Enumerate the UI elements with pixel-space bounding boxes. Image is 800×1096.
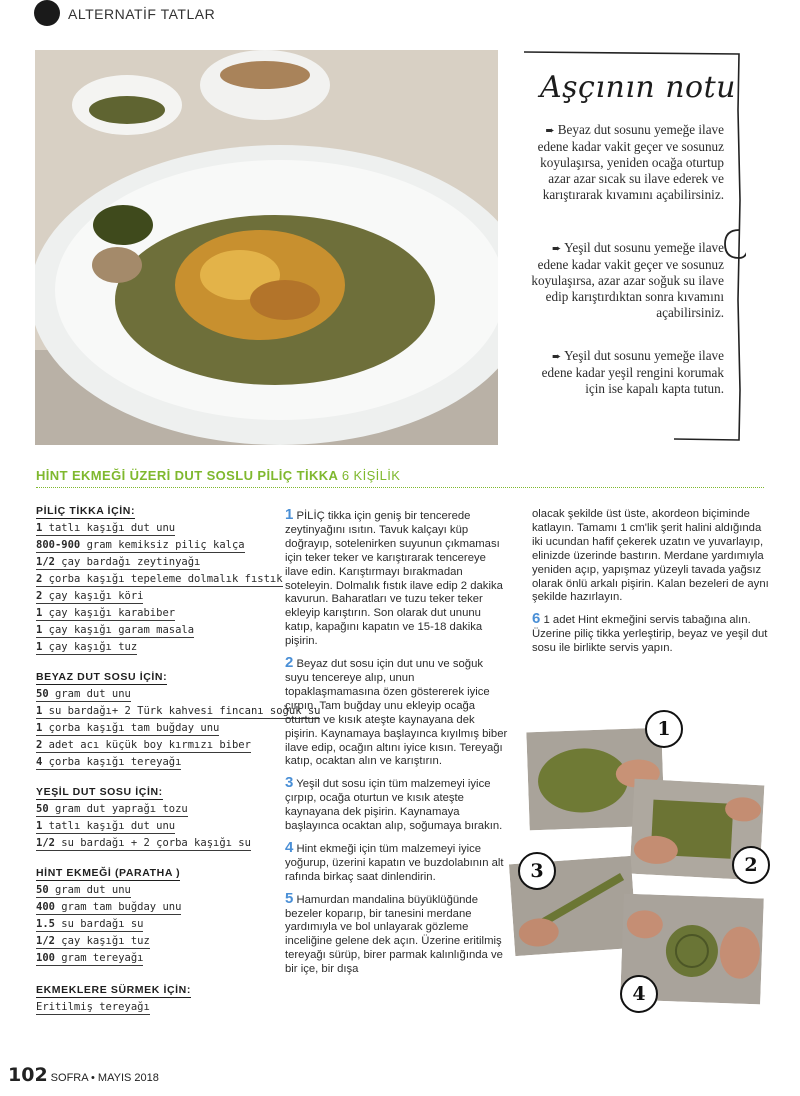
step-badge: 3 — [518, 852, 556, 890]
ingredient-line: 1 çay kaşığı garam masala — [36, 624, 195, 636]
chef-note-title: Aşçının notu — [540, 70, 736, 105]
step-paragraph: olacak şekilde üst üste, akordeon biçiminde katlayın. Tamamı 1 cm'lik şerit halini aldığında iki ucundan hafif çekerek uzatın ve yuvarlayıp, elinizde üzerinde bastırın. Merdane yardımıyla yeniden açıp, yapışmaz yüzeyli tavada yağsız olarak önlü arkalı pişirin. Kalan bezeleri de aynı şekilde hazırlayın. — [532, 508, 769, 604]
section-marker-dot — [34, 0, 60, 26]
chef-note-paragraph: ➨ Yeşil dut sosunu yemeğe ilave edene kadar vakit geçer ve sosunuz koyulaşırsa, azar azar soğuk su ilave edip karıştırdıktan sonra kıvamını açabilirsiniz. — [531, 240, 724, 320]
step-badge: 1 — [645, 710, 683, 748]
ingredient-line: 1 çorba kaşığı tam buğday unu — [36, 722, 220, 734]
ingredient-line: 1 çay kaşığı tuz — [36, 641, 138, 653]
ingredient-line: 1 tatlı kaşığı dut unu — [36, 820, 176, 832]
ingredient-heading: HİNT EKMEĞİ (PARATHA ) — [36, 867, 181, 879]
ingredient-line: 1/2 çay kaşığı tuz — [36, 935, 150, 947]
step-paragraph: 6 1 adet Hint ekmeğini servis tabağına alın. Üzerine piliç tikka yerleştirip, beyaz ve yeşil dut sosu ile birlikte servis yapın. — [532, 610, 768, 655]
ingredient-heading: EKMEKLERE SÜRMEK İÇİN: — [36, 984, 191, 996]
step-paragraph: 2 Beyaz dut sosu için dut unu ve soğuk suyu tencereye alıp, unun topaklaşmamasına özen göstererek iyice çırpın. Tam buğday unu ekleyip ocağa oturtun ve kısık ateşte kaynayana dek pişirin. Kaynamaya başlayınca kıyılmış biber ilave edip, ocağın altını iyice kısın. Tereyağı katıp, ocaktan alın ve karıştırın. — [285, 654, 508, 768]
ingredient-line: 1 su bardağı+ 2 Türk kahvesi fincanı soğuk su — [36, 705, 321, 717]
step-badge: 2 — [732, 846, 770, 884]
ingredient-line: 50 gram dut unu — [36, 884, 131, 896]
step-number: 5 — [285, 889, 294, 907]
ingredient-line: 1.5 su bardağı su — [36, 918, 144, 930]
ingredient-line: Eritilmiş tereyağı — [36, 1001, 150, 1013]
steps-column-left — [285, 508, 509, 984]
recipe-servings: 6 KİŞİLİK — [341, 468, 401, 483]
ingredient-line: 50 gram dut yaprağı tozu — [36, 803, 188, 815]
ingredient-line: 100 gram tereyağı — [36, 952, 144, 964]
step-number: 4 — [285, 838, 294, 856]
step-paragraph: 3 Yeşil dut sosu için tüm malzemeyi iyice çırpıp, ocağa oturtun ve kısık ateşte kaynayana dek pişirin. Kaynamaya başlayınca ocaktan alıp, soğumaya bırakın. — [285, 774, 503, 833]
ingredient-line: 2 adet acı küçük boy kırmızı biber — [36, 739, 251, 751]
ingredient-line: 1 çay kaşığı karabiber — [36, 607, 176, 619]
page-number: 102 — [8, 1064, 48, 1086]
step-number: 2 — [285, 654, 294, 672]
title-divider — [36, 487, 764, 488]
ingredient-line: 4 çorba kaşığı tereyağı — [36, 756, 182, 768]
step-badge: 4 — [620, 975, 658, 1013]
ingredient-line: 800-900 gram kemiksiz piliç kalça — [36, 539, 245, 551]
ingredient-line: 400 gram tam buğday unu — [36, 901, 182, 913]
steps-column-right — [532, 508, 772, 663]
dish-photo — [35, 50, 498, 445]
recipe-title — [36, 468, 400, 483]
step-paragraph: 4 Hint ekmeği için tüm malzemeyi iyice yoğurup, üzerini kapatın ve buzdolabının alt rafında birkaç saat dinlendirin. — [285, 838, 504, 883]
ingredient-line: 1 tatlı kaşığı dut unu — [36, 522, 176, 534]
ingredient-line: 1/2 çay bardağı zeytinyağı — [36, 556, 201, 568]
arrow-icon: ➨ — [551, 350, 562, 363]
ingredient-line: 2 çay kaşığı köri — [36, 590, 144, 602]
step-number: 1 — [285, 506, 294, 523]
arrow-icon: ➨ — [551, 242, 562, 255]
step-number: 3 — [285, 774, 294, 792]
arrow-icon: ➨ — [545, 124, 555, 137]
recipe-name: HİNT EKMEĞİ ÜZERİ DUT SOSLU PİLİÇ TİKKA — [36, 468, 338, 483]
step-paragraph: 5 Hamurdan mandalina büyüklüğünde bezeler koparıp, bir tanesini merdane yardımıyla ve bol unlayarak gözleme inceliğine gelene dek açın. Üzerine eritilmiş tereyağı sürüp, birer parmak kalınlığında ve bir içe, bir dışa — [285, 889, 503, 976]
section-label: ALTERNATİF TATLAR — [68, 6, 216, 22]
ingredient-line: 50 gram dut unu — [36, 688, 131, 700]
chef-note-paragraph: ➨ Yeşil dut sosunu yemeğe ilave edene kadar yeşil rengini korumak için ise kapalı kapta tutun. — [541, 348, 724, 396]
step-paragraph: 1 PİLİÇ tikka için geniş bir tencerede zeytinyağını ısıtın. Tavuk kalçayı küp doğrayıp, sotelenirken suyunun çıkmaması için teker teker ve karıştırarak tencereye ilave edin. Karıştırmayı bırakmadan soteleyin. Dolmalık fıstık ilave edip 2 dakika kavurun. Baharatları ve tuzu teker teker ekleyip karıştırın. Son olarak dut ununu katıp, kapağını kapatın ve 15-18 dakika pişirin. — [285, 506, 503, 648]
chef-note-paragraph: ➨ Beyaz dut sosunu yemeğe ilave edene kadar vakit geçer ve sosunuz koyulaşırsa, yeniden ocağa oturtup azar azar sıcak su ilave ederek ve karıştırarak kıvamını açabilirsiniz. — [537, 122, 724, 202]
ingredient-heading: YEŞİL DUT SOSU İÇİN: — [36, 786, 163, 798]
ingredient-heading: BEYAZ DUT SOSU İÇİN: — [36, 671, 168, 683]
ingredient-line: 1/2 su bardağı + 2 çorba kaşığı su — [36, 837, 251, 849]
ingredient-heading: PİLİÇ TİKKA İÇİN: — [36, 505, 136, 517]
ingredient-line: 2 çorba kaşığı tepeleme dolmalık fıstık — [36, 573, 283, 585]
magazine-issue: SOFRA • MAYIS 2018 — [50, 1072, 159, 1084]
page-footer — [8, 1064, 159, 1086]
step-number: 6 — [532, 610, 541, 628]
